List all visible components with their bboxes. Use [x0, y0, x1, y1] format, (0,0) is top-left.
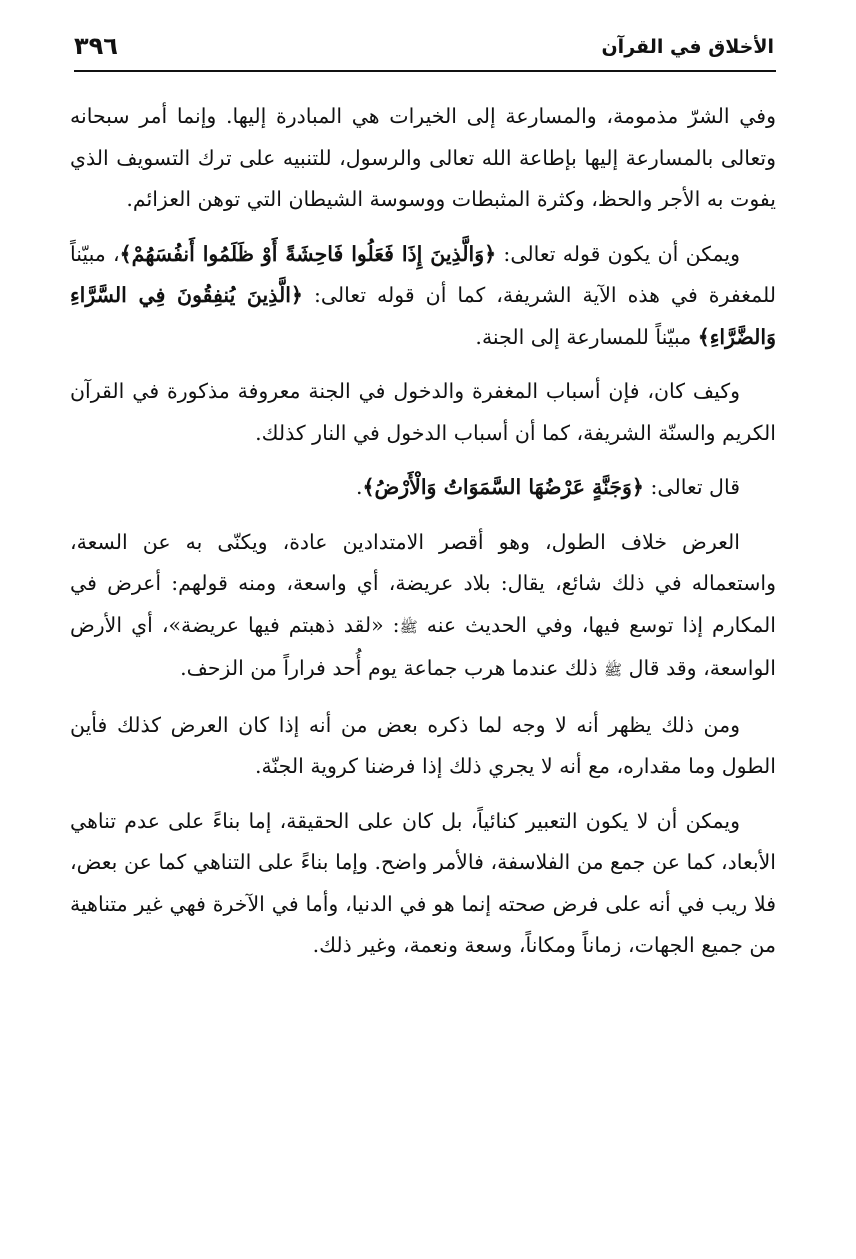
paragraph [70, 96, 776, 221]
page-body [70, 96, 776, 1239]
paragraph-text: وكيف كان، فإن أسباب المغفرة والدخول في الجنة معروفة مذكورة في القرآن الكريم والسنّة الشريفة، كما أن أسباب الدخول في النار كذلك. [70, 379, 776, 445]
paragraph [70, 522, 776, 692]
running-title: الأخلاق في القرآن [601, 36, 774, 58]
paragraph [70, 705, 776, 788]
quran-verse: ﴿وَالَّذِينَ إِذَا فَعَلُوا فَاحِشَةً أَوْ ظَلَمُوا أَنفُسَهُمْ﴾ [119, 241, 497, 266]
paragraph-text: ، مبيّناً للمغفرة في هذه الآية الشريفة، كما أن قوله تعالى: [70, 241, 776, 307]
page-header [74, 30, 776, 72]
quran-verse: ﴿وَجَنَّةٍ عَرْضُهَا السَّمَوَاتُ وَالْأَرْضُ﴾ [362, 475, 644, 499]
paragraph [70, 801, 776, 967]
quran-verse: ﴿الَّذِينَ يُنفِقُونَ فِي السَّرَّاءِ وَالضَّرَّاءِ﴾ [70, 283, 776, 349]
honorific-glyph: ﷺ [604, 661, 623, 679]
paragraph-text: قال تعالى: [643, 475, 740, 499]
paragraph-text: . [355, 475, 363, 499]
page-number: ٣٩٦ [74, 32, 118, 60]
paragraph [70, 234, 776, 359]
paragraph [70, 467, 776, 509]
paragraph [70, 371, 776, 454]
paragraph-text: وفي الشرّ مذمومة، والمسارعة إلى الخيرات هي المبادرة إليها. وإنما أمر سبحانه وتعالى بالمسارعة إليها بإطاعة الله تعالى والرسول، للتنبيه على ترك التسويف الذي يفوت به الأجر والحظ، وكثرة المثبطات ووسوسة الشيطان التي توهن العزائم. [70, 104, 776, 211]
paragraph-text: ويمكن أن يكون قوله تعالى: [496, 241, 740, 266]
paragraph-text: العرض خلاف الطول، وهو أقصر الامتدادين عادة، ويكنّى به عن السعة، واستعماله في ذلك شائع، يقال: بلاد عريضة، أي واسعة، ومنه قولهم: أعرض في المكارم إذا توسع فيها، وفي الحديث عنه [70, 529, 777, 637]
paragraph-text: مبيّناً للمسارعة إلى الجنة. [475, 324, 698, 349]
paragraph-text: ويمكن أن لا يكون التعبير كنائياً، بل كان على الحقيقة، إما بناءً على عدم تناهي الأبعاد، كما عن جمع من الفلاسفة، فالأمر واضح. وإما بناءً على التناهي كما عن بعض، فلا ريب في أنه على فرض صحته إنما هو في الدنيا، وأما في الآخرة فهي غير متناهية من جميع الجهات، زماناً ومكاناً، وسعة ونعمة، وغير ذلك. [70, 808, 776, 957]
paragraph-text: ومن ذلك يظهر أنه لا وجه لما ذكره بعض من أنه إذا كان العرض كذلك فأين الطول وما مقداره، مع أنه لا يجري ذلك إذا فرضنا كروية الجنّة. [70, 712, 776, 778]
paragraph-text: : «لقد ذهبتم فيها عريضة»، أي الأرض الواسعة، وقد قال [70, 612, 776, 680]
paragraph-text: ذلك عندما هرب جماعة يوم أُحد فراراً من الزحف. [180, 656, 605, 680]
honorific-glyph: ﷺ [399, 617, 418, 636]
